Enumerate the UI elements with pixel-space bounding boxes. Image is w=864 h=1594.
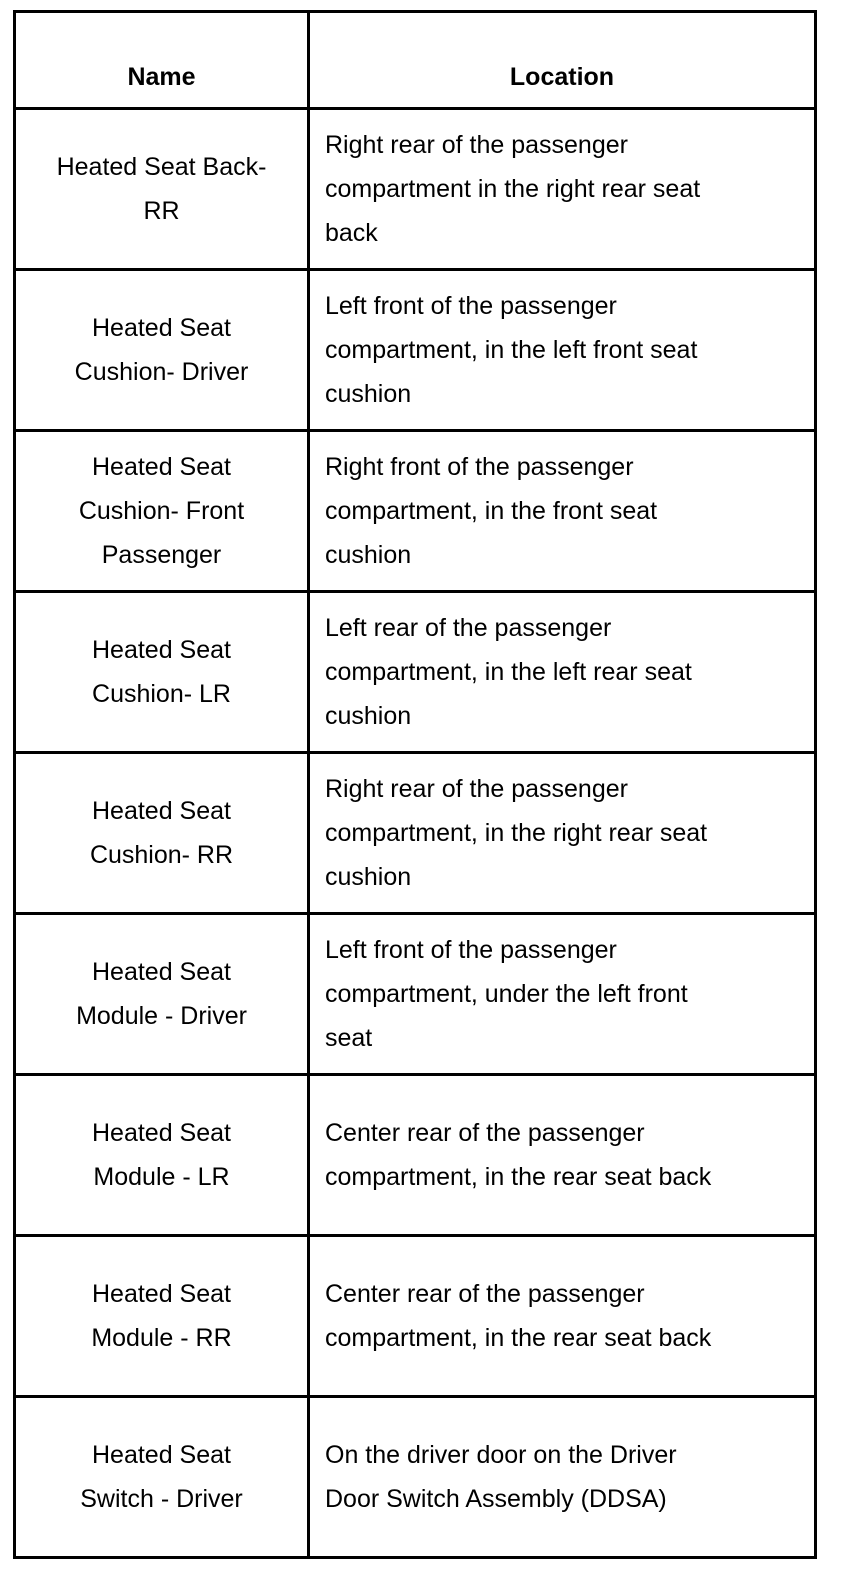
table-header-row xyxy=(15,12,816,109)
table-row xyxy=(15,109,816,270)
row-name: Heated Seat Switch - Driver xyxy=(80,1441,243,1513)
row-name: Heated Seat Module - RR xyxy=(91,1280,232,1352)
row-location-cell xyxy=(309,592,816,753)
row-location: Center rear of the passenger compartment, in the rear seat back xyxy=(325,1119,712,1191)
row-location-cell xyxy=(309,109,816,270)
row-location-cell xyxy=(309,1397,816,1558)
row-location-cell xyxy=(309,431,816,592)
row-name-cell xyxy=(15,1236,309,1397)
row-name-cell xyxy=(15,270,309,431)
row-name: Heated Seat Module - Driver xyxy=(76,958,247,1030)
row-name-cell xyxy=(15,592,309,753)
row-location: Left front of the passenger compartment, under the left front seat xyxy=(325,936,688,1052)
component-location-table xyxy=(13,10,817,1559)
table-row xyxy=(15,431,816,592)
table-row xyxy=(15,914,816,1075)
row-location-cell xyxy=(309,753,816,914)
row-name-cell xyxy=(15,431,309,592)
row-location: Right rear of the passenger compartment in the right rear seat back xyxy=(325,131,701,247)
row-name: Heated Seat Cushion- LR xyxy=(92,636,231,708)
row-name-cell xyxy=(15,1397,309,1558)
row-name: Heated Seat Cushion- Front Passenger xyxy=(78,453,245,569)
row-location-cell xyxy=(309,1075,816,1236)
header-name: Name xyxy=(15,12,309,109)
row-name: Heated Seat Cushion- Driver xyxy=(74,314,249,386)
row-location: Right front of the passenger compartment, in the front seat cushion xyxy=(325,453,658,569)
row-name: Heated Seat Module - LR xyxy=(92,1119,231,1191)
row-name-cell xyxy=(15,109,309,270)
table-row xyxy=(15,270,816,431)
row-name-cell xyxy=(15,914,309,1075)
row-location: Center rear of the passenger compartment, in the rear seat back xyxy=(325,1280,712,1352)
row-name: Heated Seat Cushion- RR xyxy=(89,797,234,869)
table-row xyxy=(15,1236,816,1397)
row-location: On the driver door on the Driver Door Switch Assembly (DDSA) xyxy=(325,1441,677,1513)
row-name-cell xyxy=(15,753,309,914)
row-location-cell xyxy=(309,914,816,1075)
table-row xyxy=(15,592,816,753)
row-location-cell xyxy=(309,270,816,431)
row-location-cell xyxy=(309,1236,816,1397)
table-row xyxy=(15,1075,816,1236)
row-location: Left rear of the passenger compartment, in the left rear seat cushion xyxy=(325,614,692,730)
row-location: Left front of the passenger compartment, in the left front seat cushion xyxy=(325,292,698,408)
header-location: Location xyxy=(309,12,816,109)
table-row xyxy=(15,753,816,914)
component-location-table-container xyxy=(13,10,814,1559)
row-location: Right rear of the passenger compartment, in the right rear seat cushion xyxy=(325,775,708,891)
table-row xyxy=(15,1397,816,1558)
row-name: Heated Seat Back- RR xyxy=(56,153,267,225)
row-name-cell xyxy=(15,1075,309,1236)
